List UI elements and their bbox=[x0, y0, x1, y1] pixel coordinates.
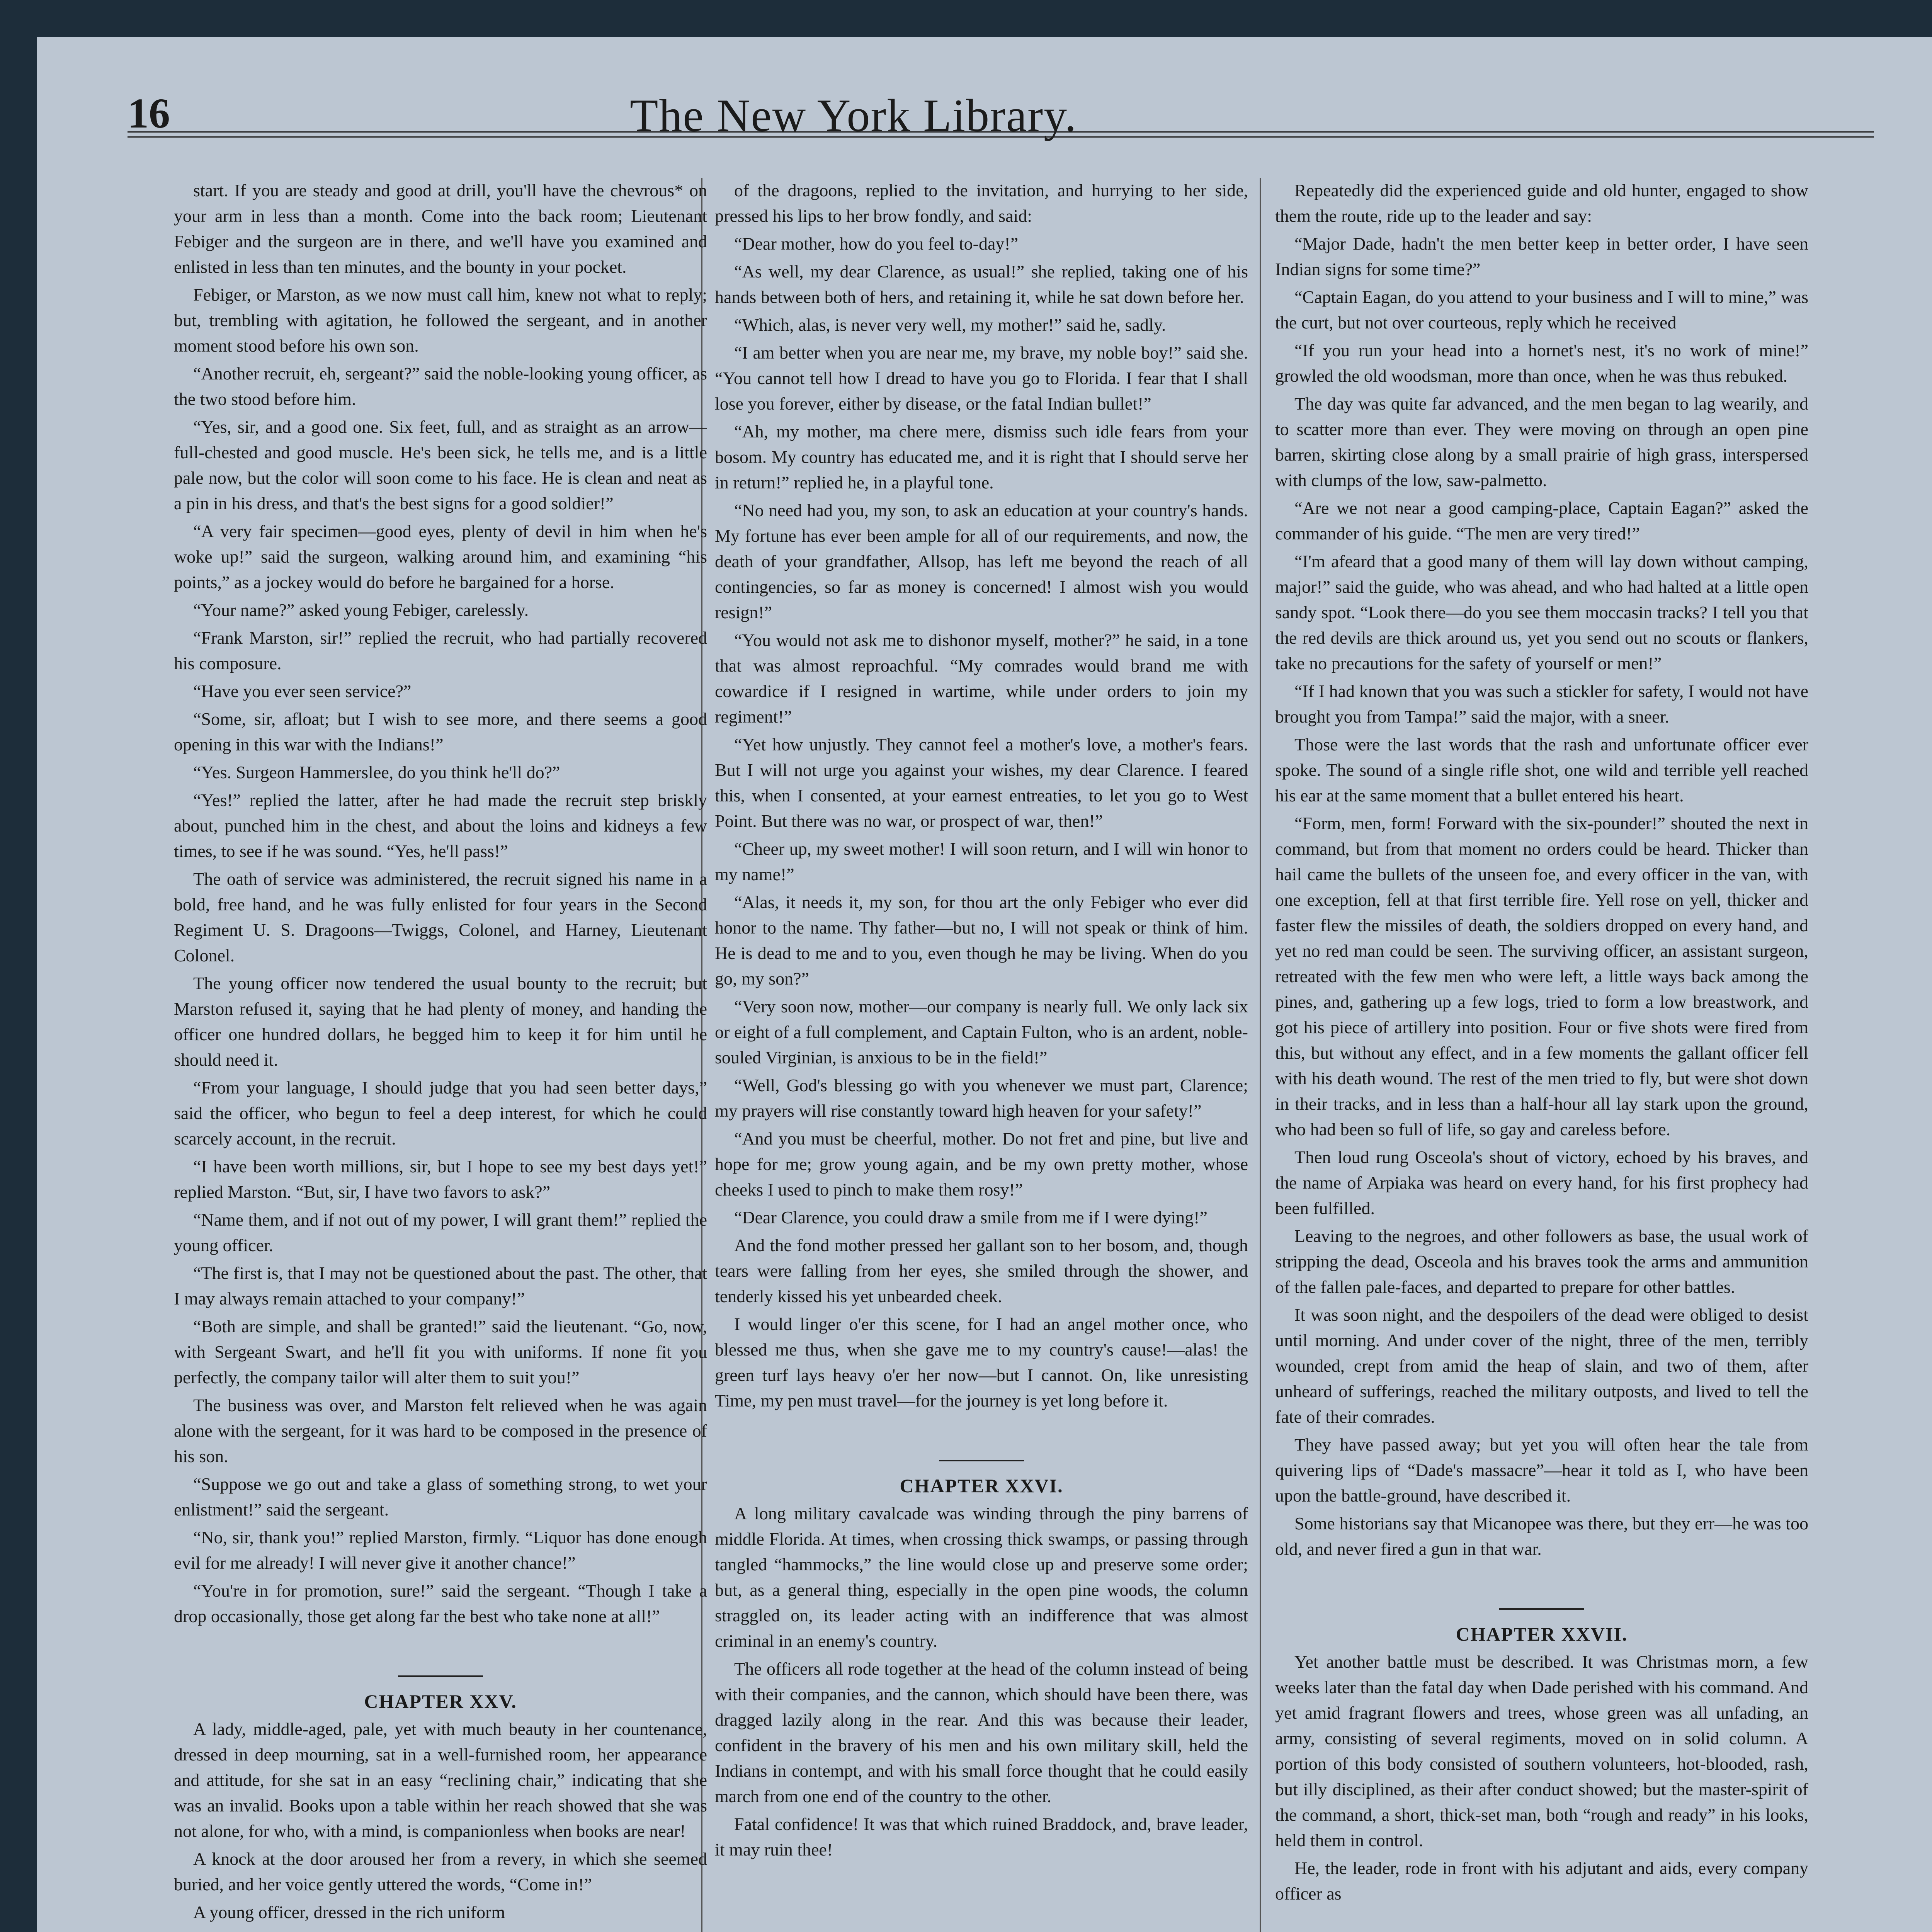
paragraph: The business was over, and Marston felt relieved when he was again alone with the sergeant, for it was hard to be composed in the presence of his son. bbox=[174, 1395, 707, 1466]
paragraph: Fatal confidence! It was that which ruined Braddock, and, brave leader, it may ruin thee! bbox=[715, 1814, 1248, 1859]
paragraph: “You would not ask me to dishonor myself, mother?” he said, in a tone that was almost reproachful. “My comrades would brand me with cowardice if I resigned in wartime, while under orders to join my regiment!” bbox=[715, 630, 1248, 726]
paragraph: The day was quite far advanced, and the men began to lag wearily, and to scatter more than ever. They were moving on through an open pine barren, skirting close along by a small prairie of high grass, interspersed with clumps of the low, saw-palmetto. bbox=[1275, 394, 1808, 490]
paragraph: “Cheer up, my sweet mother! I will soon return, and I will win honor to my name!” bbox=[715, 839, 1248, 884]
paragraph: The young officer now tendered the usual bounty to the recruit; but Marston refused it, saying that he had plenty of money, and handing the officer one hundred dollars, he begged him to keep it for him until he should need it. bbox=[174, 973, 707, 1070]
page-number: 16 bbox=[128, 90, 170, 137]
chapter-heading: CHAPTER XXVI. bbox=[900, 1475, 1063, 1497]
masthead-title: The New York Library. bbox=[630, 90, 1077, 141]
paragraph: The oath of service was administered, the recruit signed his name in a bold, free hand, and he was fully enlisted for four years in the Second Regiment U. S. Dragoons—Twiggs, Colonel, and Harney, Lieutenant Colonel. bbox=[174, 869, 707, 965]
paragraph: “No, sir, thank you!” replied Marston, firmly. “Liquor has done enough evil for me already! I will never give it another chance!” bbox=[174, 1527, 707, 1573]
paragraph: “I am better when you are near me, my brave, my noble boy!” said she. “You cannot tell how I dread to have you go to Florida. I fear that I shall lose you forever, either by disease, or the fatal Indian bullet!” bbox=[715, 343, 1248, 413]
chapter-rule bbox=[939, 1460, 1024, 1461]
paragraph: of the dragoons, replied to the invitation, and hurrying to her side, pressed his lips to her brow fondly, and said: bbox=[715, 180, 1248, 226]
paragraph: A lady, middle-aged, pale, yet with much beauty in her countenance, dressed in deep mourning, sat in a well-furnished room, her appearance and attitude, for she sat in an easy “reclining chair,” indicating that she was an invalid. Books upon a table within her reach showed that she was not alone, for who, with a mind, is companionless when books are near! bbox=[174, 1719, 707, 1841]
paragraph: “You're in for promotion, sure!” said the sergeant. “Though I take a drop occasionally, those get along far the best who take none at all!” bbox=[174, 1581, 707, 1626]
column-2 bbox=[715, 178, 1248, 1932]
paragraph: “If I had known that you was such a stickler for safety, I would not have brought you from Tampa!” said the major, with a sneer. bbox=[1275, 681, 1808, 726]
paragraph: “Form, men, form! Forward with the six-pounder!” shouted the next in command, but from that moment no orders could be heard. Thicker than hail came the bullets of the unseen foe, and every officer in the van, with one exception, fell at that first terrible fire. Yell rose on yell, thicker and faster flew the missiles of death, the soldiers dropped on every hand, and yet no red man could be seen. The surviving officer, an assistant surgeon, retreated with the few men who were left, a little ways back among the pines, and, gathering up a few logs, tried to form a low breastwork, and got his piece of artillery into position. Four or five shots were fired from this, but without any effect, and in a few moments the gallant officer fell with his death wound. The rest of the men tried to fly, but were shot down in their tracks, and in less than a half-hour all lay stark upon the ground, who had been so full of life, so gay and careless before. bbox=[1275, 813, 1808, 1139]
paragraph: start. If you are steady and good at drill, you'll have the chevrous* on your arm in less than a month. Come into the back room; Lieutenant Febiger and the surgeon are in there, and we'll have you examined and enlisted in less than ten minutes, and the bounty in your pocket. bbox=[174, 180, 707, 277]
paragraph: A long military cavalcade was winding through the piny barrens of middle Florida. At times, when crossing thick swamps, or passing through tangled “hammocks,” the line would close up and preserve some order; but, as a general thing, especially in the open pine woods, the column straggled on, its leader acting with an indifference that was almost criminal in an enemy's country. bbox=[715, 1503, 1248, 1651]
paragraph: “As well, my dear Clarence, as usual!” she replied, taking one of his hands between both of hers, and retaining it, while he sat down before her. bbox=[715, 262, 1248, 307]
paragraph: “If you run your head into a hornet's nest, it's no work of mine!” growled the old woodsman, more than once, when he was thus rebuked. bbox=[1275, 340, 1808, 386]
paragraph: I would linger o'er this scene, for I had an angel mother once, who blessed me thus, when she gave me to my country's cause!—alas! the green turf lays heavy o'er her now—but I cannot. On, like unresisting Time, my pen must travel—for the journey is yet long before it. bbox=[715, 1314, 1248, 1410]
paragraph: “Name them, and if not out of my power, I will grant them!” replied the young officer. bbox=[174, 1210, 707, 1255]
paragraph: They have passed away; but yet you will often hear the tale from quivering lips of “Dade's massacre”—hear it told as I, who have been upon the battle-ground, have described it. bbox=[1275, 1435, 1808, 1505]
paragraph: “Are we not near a good camping-place, Captain Eagan?” asked the commander of his guide. “The men are very tired!” bbox=[1275, 498, 1808, 543]
paragraph: “Yes, sir, and a good one. Six feet, full, and as straight as an arrow—full-chested and good muscle. He's been sick, he tells me, and is a little pale now, but the color will soon come to his face. He is clean and neat as a pin in his dress, and that's the best signs for a good soldier!” bbox=[174, 417, 707, 513]
paragraph: “And you must be cheerful, mother. Do not fret and pine, but live and hope for me; grow young again, and be my own pretty mother, whose cheeks I used to pinch to make them rosy!” bbox=[715, 1129, 1248, 1199]
paragraph: “I have been worth millions, sir, but I hope to see my best days yet!” replied Marston. “But, sir, I have two favors to ask?” bbox=[174, 1156, 707, 1202]
paragraph: “Captain Eagan, do you attend to your business and I will to mine,” was the curt, but not over courteous, reply which he received bbox=[1275, 287, 1808, 332]
paragraph: Yet another battle must be described. It was Christmas morn, a few weeks later than the fatal day when Dade perished with his command. And yet amid fragrant flowers and trees, whose green was all unfading, an army, consisting of several regiments, moved on in solid column. A portion of this body consisted of southern volunteers, hot-blooded, rash, but illy disciplined, as their after conduct showed; but the master-spirit of the command, a short, thick-set man, both “rough and ready” in his looks, held them in control. bbox=[1275, 1652, 1808, 1850]
paragraph: “Which, alas, is never very well, my mother!” said he, sadly. bbox=[734, 315, 1166, 335]
paragraph: “Yet how unjustly. They cannot feel a mother's love, a mother's fears. But I will not urge you against your wishes, my dear Clarence. I feared this, when I consented, at your earnest entreaties, to let you go to West Point. But there was no war, or prospect of war, then!” bbox=[715, 735, 1248, 831]
paragraph: Leaving to the negroes, and other followers as base, the usual work of stripping the dead, Osceola and his braves took the arms and ammunition of the fallen pale-faces, and departed to prepare for other battles. bbox=[1275, 1226, 1808, 1297]
paragraph: Those were the last words that the rash and unfortunate officer ever spoke. The sound of a single rifle shot, one wild and terrible yell reached his ear at the same moment that a bullet entered his heart. bbox=[1275, 735, 1808, 805]
paragraph: “Frank Marston, sir!” replied the recruit, who had partially recovered his composure. bbox=[174, 628, 707, 673]
paragraph: Febiger, or Marston, as we now must call him, knew not what to reply; but, trembling with agitation, he followed the sergeant, and in another moment stood before his own son. bbox=[174, 285, 707, 355]
paragraph: “Yes!” replied the latter, after he had made the recruit step briskly about, punched him in the chest, and about the loins and kidneys a few times, to see if he was sound. “Yes, he'll pass!” bbox=[174, 790, 707, 861]
chapter-rule bbox=[1499, 1608, 1584, 1610]
paragraph: A knock at the door aroused her from a revery, in which she seemed buried, and her voice gently uttered the words, “Come in!” bbox=[174, 1849, 707, 1894]
header-rule bbox=[128, 131, 1874, 138]
chapter-rule bbox=[398, 1675, 483, 1677]
paragraph: A young officer, dressed in the rich uniform bbox=[193, 1902, 505, 1922]
paragraph: “Suppose we go out and take a glass of something strong, to wet your enlistment!” said the sergeant. bbox=[174, 1474, 707, 1519]
paragraph: “A very fair specimen—good eyes, plenty of devil in him when he's woke up!” said the surgeon, walking around him, and examining “his points,” as a jockey would do before he bargained for a horse. bbox=[174, 521, 707, 592]
chapter-heading: CHAPTER XXVII. bbox=[1456, 1623, 1628, 1645]
paragraph: Some historians say that Micanopee was there, but they err—he was too old, and never fired a gun in that war. bbox=[1275, 1514, 1808, 1559]
paragraph: “Ah, my mother, ma chere mere, dismiss such idle fears from your bosom. My country has educated me, and it is right that I should serve her in return!” replied he, in a playful tone. bbox=[715, 422, 1248, 492]
paragraph: “The first is, that I may not be questioned about the past. The other, that I may always remain attached to your company!” bbox=[174, 1263, 707, 1308]
paragraph: “I'm afeard that a good many of them will lay down without camping, major!” said the guide, who was ahead, and who had halted at a little open sandy spot. “Look there—do you see them moccasin tracks? I tell you that the red devils are thick around us, yet you send out no scouts or flankers, take no precautions for the safety of yourself or men!” bbox=[1275, 551, 1808, 673]
paragraph: “No need had you, my son, to ask an education at your country's hands. My fortune has ever been ample for all of our requirements, and now, the death of your grandfather, Allsop, has left me beyond the reach of all contingencies, so far as money is concerned! I almost wish you would resign!” bbox=[715, 500, 1248, 622]
paragraph: “Dear Clarence, you could draw a smile from me if I were dying!” bbox=[734, 1208, 1208, 1227]
paragraph: Then loud rung Osceola's shout of victory, echoed by his braves, and the name of Arpiaka was heard on every hand, for his first prophecy had been fulfilled. bbox=[1275, 1147, 1808, 1218]
paragraph: “Yes. Surgeon Hammerslee, do you think he'll do?” bbox=[193, 762, 560, 782]
paragraph: “Both are simple, and shall be granted!” said the lieutenant. “Go, now, with Sergeant Swart, and he'll fit you with uniforms. If none fit you perfectly, the company tailor will alter them to suit you!” bbox=[174, 1316, 707, 1387]
paragraph: “Some, sir, afloat; but I wish to see more, and there seems a good opening in this war with the Indians!” bbox=[174, 709, 707, 754]
paragraph: “Another recruit, eh, sergeant?” said the noble-looking young officer, as the two stood before him. bbox=[174, 364, 707, 409]
column-3 bbox=[1275, 178, 1808, 1932]
paragraph: Repeatedly did the experienced guide and old hunter, engaged to show them the route, ride up to the leader and say: bbox=[1275, 180, 1808, 226]
paragraph: “Very soon now, mother—our company is nearly full. We only lack six or eight of a full complement, and Captain Fulton, who is an ardent, noble-souled Virginian, is anxious to be in the field!” bbox=[715, 997, 1248, 1067]
paragraph: “Dear mother, how do you feel to-day!” bbox=[734, 234, 1019, 253]
paragraph: “Major Dade, hadn't the men better keep in better order, I have seen Indian signs for some time?” bbox=[1275, 234, 1808, 279]
paragraph: He, the leader, rode in front with his adjutant and aids, every company officer as bbox=[1275, 1858, 1808, 1903]
column-1 bbox=[174, 178, 707, 1932]
paragraph: It was soon night, and the despoilers of the dead were obliged to desist until morning. And under cover of the night, three of the men, terribly wounded, crept from amid the heap of slain, and two of them, after unheard of sufferings, reached the military outposts, and lived to tell the fate of their comrades. bbox=[1275, 1305, 1808, 1427]
paragraph: “Your name?” asked young Febiger, carelessly. bbox=[193, 600, 529, 620]
paragraph: And the fond mother pressed her gallant son to her bosom, and, though tears were falling from her eyes, she smiled through the shower, and tenderly kissed his yet unbearded cheek. bbox=[715, 1235, 1248, 1306]
paragraph: “Have you ever seen service?” bbox=[193, 681, 412, 701]
paragraph: “Well, God's blessing go with you whenever we must part, Clarence; my prayers will rise constantly toward high heaven for your safety!” bbox=[715, 1075, 1248, 1121]
page-header bbox=[128, 54, 1874, 155]
paragraph: “From your language, I should judge that you had seen better days,” said the officer, who begun to feel a deep interest, for which he could scarcely account, in the recruit. bbox=[174, 1078, 707, 1148]
column-divider bbox=[1260, 178, 1261, 1932]
paragraph: The officers all rode together at the head of the column instead of being with their companies, and the cannon, which should have been there, was dragged lazily along in the rear. And this was because their leader, confident in the bravery of his men and his own military skill, held the Indians in contempt, and with his small force thought that he could easily march from one end of the country to the other. bbox=[715, 1659, 1248, 1806]
paragraph: “Alas, it needs it, my son, for thou art the only Febiger who ever did honor to the name. Thy father—but no, I will not speak or think of him. He is dead to me and to you, even though he may be living. When do you go, my son?” bbox=[715, 892, 1248, 988]
chapter-heading: CHAPTER XXV. bbox=[364, 1690, 517, 1712]
